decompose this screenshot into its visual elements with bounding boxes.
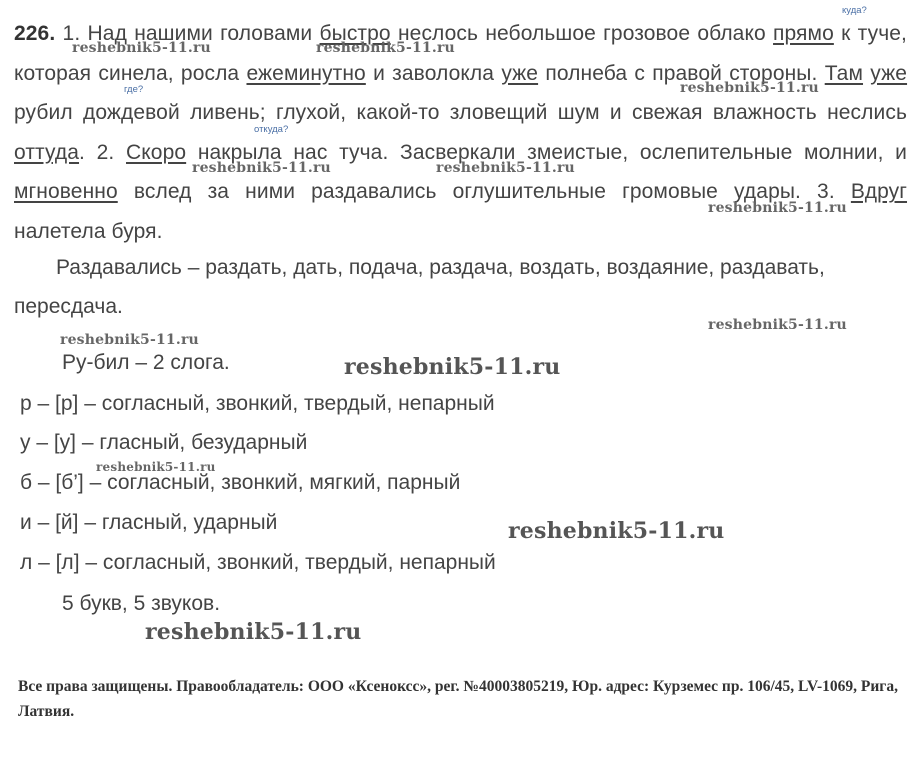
sentence-number: 1. (62, 22, 81, 45)
text-fragment: к туче, которая синела, росла (14, 22, 907, 85)
exercise-number: 226. (14, 22, 56, 45)
underlined-word: уже (501, 61, 539, 85)
watermark: reshebnik5-11.ru (192, 160, 331, 176)
underlined-word: Вдруг (850, 180, 908, 204)
analysis-row-l: л – [л] – согласный, звонкий, твердый, непарный (20, 551, 496, 574)
underlined-word: мгновенно (14, 180, 118, 204)
text-fragment: полнеба с правой стороны. (545, 61, 818, 85)
summary-line: 5 букв, 5 звуков. (62, 592, 221, 615)
paragraph-line-1: Раздавались – раздать, дать, подача, раздача, воздать, воздаяние, раздавать, (56, 256, 825, 279)
text-fragment: Над нашими головами (87, 22, 313, 45)
watermark: reshebnik5-11.ru (436, 160, 575, 176)
watermark: reshebnik5-11.ru (316, 40, 455, 56)
question-note-kuda: куда? (842, 5, 867, 16)
watermark: reshebnik5-11.ru (72, 40, 211, 56)
analysis-row-r: р – [р] – согласный, звонкий, твердый, непарный (20, 392, 495, 415)
text-fragment: рубил дождевой ливень; глухой, какой-то зловещий шум и свежая влажность неслись (14, 101, 907, 125)
underlined-word: уже (870, 61, 908, 85)
text-fragment: накрыла нас туча. Засверкали змеистые, ослепительные молнии, и (197, 140, 908, 164)
watermark: reshebnik5-11.ru (508, 518, 725, 544)
question-note-gde: где? (124, 84, 144, 95)
watermark: reshebnik5-11.ru (145, 619, 362, 645)
analysis-row-u: у – [у] – гласный, безударный (20, 431, 308, 454)
underlined-word: прямо (773, 22, 834, 45)
underlined-word: ежеминутно (246, 61, 366, 85)
watermark: reshebnik5-11.ru (708, 200, 847, 216)
analysis-row-i: и – [й] – гласный, ударный (20, 511, 278, 534)
underlined-word: Скоро (126, 140, 187, 164)
watermark: reshebnik5-11.ru (680, 80, 819, 96)
underlined-word: оттуда (14, 140, 80, 164)
copyright-footer: Все права защищены. Правообладатель: ООО «Ксеноксс», рег. №40003805219, Юр. адрес: Курземес пр. 106/45, LV-1069, Рига, Латвия. (18, 678, 898, 720)
text-fragment: вслед за ними раздавались оглушительные громовые удары. 3. (133, 180, 835, 204)
watermark: reshebnik5-11.ru (344, 354, 561, 380)
watermark: reshebnik5-11.ru (60, 332, 199, 348)
question-note-otkuda: откуда? (254, 124, 289, 135)
underlined-word: быстро (319, 22, 391, 45)
sentence-number: . 2. (79, 140, 115, 164)
paragraph-line-2: пересдача. (14, 295, 123, 318)
analysis-row-b: б – [б’] – согласный, звонкий, мягкий, парный (20, 471, 461, 494)
watermark: reshebnik5-11.ru (96, 460, 216, 474)
text-fragment: неслось небольшое грозовое облако (397, 22, 766, 45)
text-fragment: и заволокла (373, 61, 495, 85)
text-fragment: налетела буря. (14, 219, 163, 243)
syllables-line: Ру-бил – 2 слога. (62, 351, 230, 374)
underlined-word: Там (824, 61, 864, 85)
watermark: reshebnik5-11.ru (708, 317, 847, 333)
